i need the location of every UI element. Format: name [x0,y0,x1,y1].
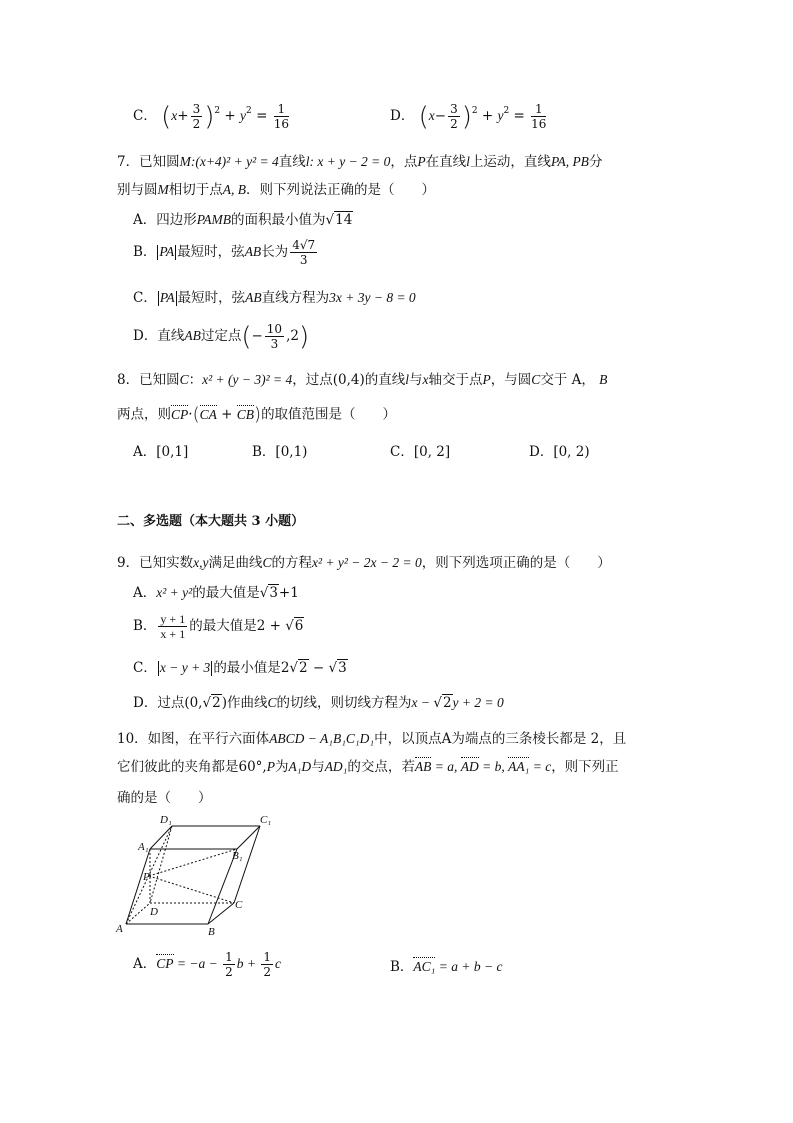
q8-stem-line1: 8．已知圆C：x² + (y − 3)² = 4，过点(0,4)的直线l与x轴交于点P，与圆C交于 A， B [117,372,608,388]
q8-option-c: C．[0, 2] [390,444,451,460]
fraction: $\frac{3}{2}$ [450,102,458,131]
q10-stem-line2: 它们彼此的夹角都是60°,P为A₁D与AD₁的交点，若AB = a, AD = b, AA₁ = c，则下列正 [117,759,619,775]
q10-stem-line3: 确的是（ ） [117,790,212,806]
q9-stem: 9．已知实数x,y满足曲线C的方程x² + y² − 2x − 2 = 0，则下列选项正确的是（ ） [117,555,611,571]
q9-option-a: A．x² + y²的最大值是√3+1 [133,585,299,601]
label-d: D [150,906,158,918]
q7-option-c: C． PA 最短时，弦AB直线方程为3x + 3y − 8 = 0 [133,290,416,306]
fraction: $\frac{1}{16}$ [531,102,547,131]
q7-stem-line1: 7．已知圆M:(x+4)² + y² = 4直线l: x + y − 2 = 0，点P在直线l上运动，直线PA, PB分 [117,154,603,170]
fraction: $\frac{10}{3}$ [266,322,283,351]
option-label: C． [133,108,157,124]
q9-option-d: D．过点(0,√2)作曲线C的切线，则切线方程为x − √2y + 2 = 0 [133,695,504,711]
fraction: $\frac{4√7}{3}$ [292,238,316,267]
label-a: A [116,923,123,935]
parallelepiped-figure [110,812,285,937]
fraction: $\frac{1}{2}$ [225,950,233,979]
label-c1: C₁ [260,814,272,826]
label-a1: A₁ [138,841,149,853]
label-d1: D₁ [160,814,172,826]
q7-option-a: A．四边形PAMB的面积最小值为√14 [133,212,353,228]
label-c: C [235,899,243,911]
q10-stem-line1: 10．如图，在平行六面体ABCD − A₁B₁C₁D₁中，以顶点A为端点的三条棱长都是 2，且 [117,731,627,747]
fraction: $\frac{1}{2}$ [263,950,272,979]
fraction: $\frac{3}{2}$ [192,102,201,131]
label-b: B [208,926,215,937]
q9-option-b: B． $\frac{y + 1}{x + 1}$ 的最大值是2 + √6 [133,612,304,641]
q6-option-d: D． (x− $\frac{3}{2}$ )$^2 + y^2$ = $\frac{1}{16}$ [390,101,547,132]
option-label: D． [390,108,415,124]
q7-option-d: D．直线AB过定点(− $\frac{10}{3}$ ,2) [133,321,310,352]
fraction: $\frac{y + 1}{x + 1}$ [160,612,186,641]
q7-stem-line2: 别与圆M相切于点A, B．则下列说法正确的是（ ） [117,182,435,198]
q8-option-d: D．[0, 2) [529,444,590,460]
q10-option-b: B．AC₁ = a + b − c [390,959,503,975]
label-b1: B₁ [232,850,243,862]
q8-option-b: B．[0,1) [252,444,308,460]
q10-option-a: A．CP = −a − $\frac{1}{2}$ b + $\frac{1}{2}$ c [133,950,282,979]
label-p: P [143,871,150,883]
q8-option-a: A．[0,1] [133,444,189,460]
q6-option-c: C． (x+ $\frac{3}{2}$ )$^2 + y^2$ = $\frac{1}{16}$ [133,101,289,132]
q9-option-c: C． x − y + 3 的最小值是2√2 − √3 [133,660,347,676]
q7-option-b: B． PA 最短时，弦AB长为 $\frac{4√7}{3}$ [133,238,316,267]
q8-stem-line2: 两点，则CP·(CA + CB)的取值范围是（ ） [117,404,397,425]
fraction: $\frac{1}{16}$ [273,102,289,131]
section-title: 二、多选题（本大题共 3 小题） [117,514,305,529]
